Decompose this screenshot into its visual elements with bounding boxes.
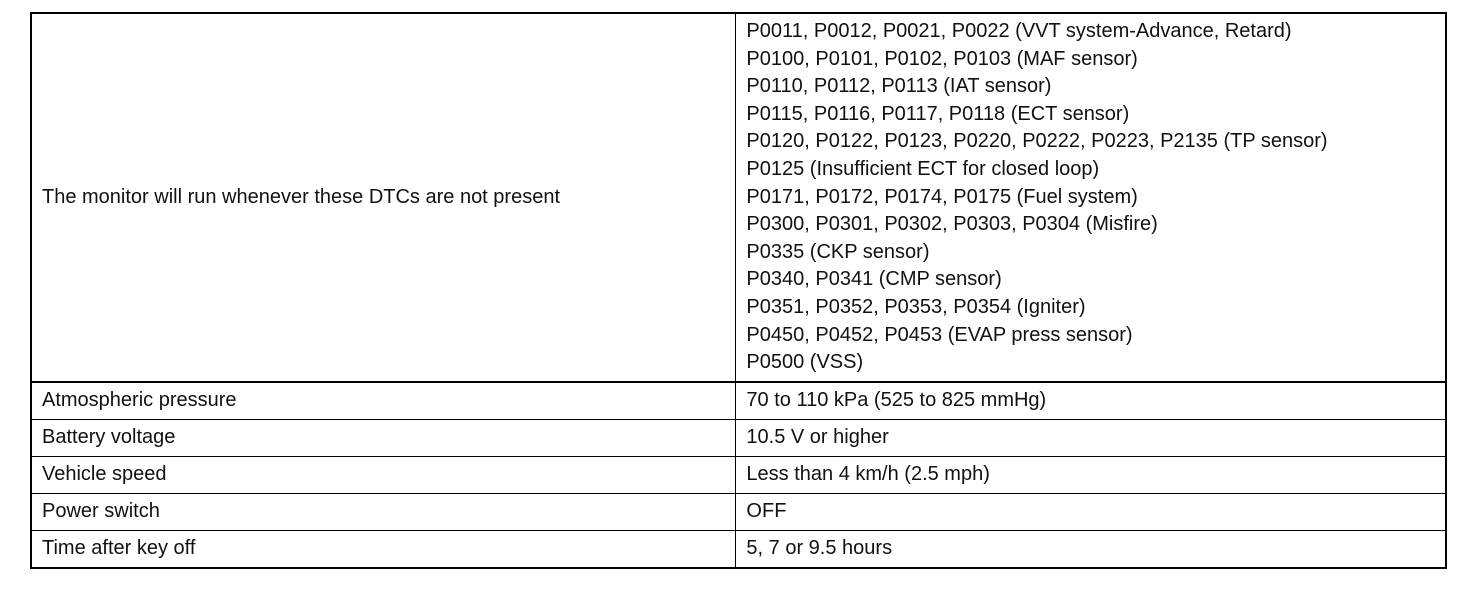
condition-label: Power switch: [31, 493, 736, 530]
table-row-dtc-condition: [31, 13, 1446, 382]
condition-label: Battery voltage: [31, 419, 736, 456]
condition-value: Less than 4 km/h (2.5 mph): [736, 456, 1446, 493]
table-row: [31, 530, 1446, 568]
dtc-condition-label: The monitor will run whenever these DTCs are not present: [31, 13, 736, 382]
condition-label: Time after key off: [31, 530, 736, 568]
dtc-line-fuel-system: P0171, P0172, P0174, P0175 (Fuel system): [746, 185, 1138, 208]
dtc-line-iat: P0110, P0112, P0113 (IAT sensor): [746, 75, 1052, 98]
dtc-line-maf: P0100, P0101, P0102, P0103 (MAF sensor): [746, 47, 1138, 70]
dtc-line-insufficient-ect: P0125 (Insufficient ECT for closed loop): [746, 157, 1100, 180]
dtc-line-vss: P0500 (VSS): [746, 351, 864, 374]
dtc-line-igniter: P0351, P0352, P0353, P0354 (Igniter): [746, 295, 1086, 318]
table-row: [31, 419, 1446, 456]
dtc-line-vvt: P0011, P0012, P0021, P0022 (VVT system-Advance, Retard): [746, 20, 1292, 42]
monitor-conditions-table: [30, 12, 1447, 569]
table-row: [31, 456, 1446, 493]
table-row: [31, 493, 1446, 530]
table-row: [31, 382, 1446, 420]
dtc-line-ect: P0115, P0116, P0117, P0118 (ECT sensor): [746, 102, 1130, 125]
dtc-line-cmp: P0340, P0341 (CMP sensor): [746, 268, 1002, 291]
dtc-line-tp: P0120, P0122, P0123, P0220, P0222, P0223, P2135 (TP sensor): [746, 130, 1328, 153]
condition-value: 10.5 V or higher: [736, 419, 1446, 456]
dtc-line-evap: P0450, P0452, P0453 (EVAP press sensor): [746, 323, 1133, 346]
condition-value: 70 to 110 kPa (525 to 825 mmHg): [736, 382, 1446, 420]
condition-label: Vehicle speed: [31, 456, 736, 493]
condition-value: OFF: [736, 493, 1446, 530]
dtc-line-misfire: P0300, P0301, P0302, P0303, P0304 (Misfire): [746, 213, 1158, 236]
dtc-list-cell: [736, 13, 1446, 382]
condition-value: 5, 7 or 9.5 hours: [736, 530, 1446, 568]
dtc-line-ckp: P0335 (CKP sensor): [746, 240, 930, 263]
condition-label: Atmospheric pressure: [31, 382, 736, 420]
